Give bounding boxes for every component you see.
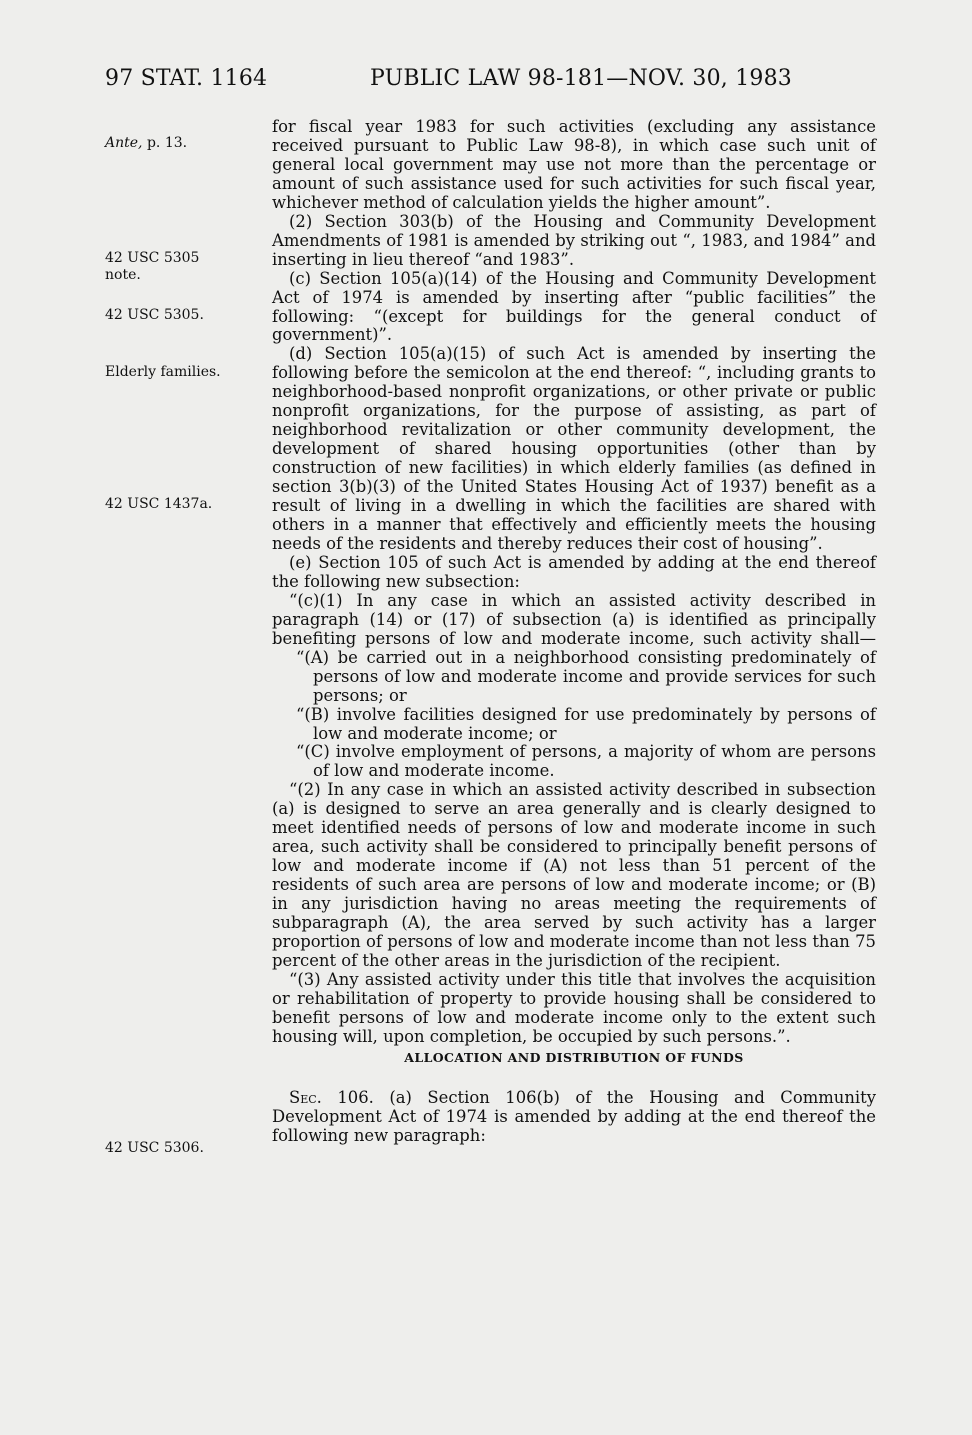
paragraph-1: for fiscal year 1983 for such activities (excluding any assistance received pursuant to Public Law 98-8), in which case such unit of general local government may use not more than the percentage or amount of such assistance used for such activities for such fiscal year, whichever method of calculation yields the higher amount”. bbox=[272, 117, 876, 212]
margin-note-5305: 42 USC 5305. bbox=[105, 307, 204, 323]
margin-note-5306: 42 USC 5306. bbox=[105, 1140, 204, 1156]
paragraph-2: (2) Section 303(b) of the Housing and Community Development Amendments of 1981 is amended by striking out “, 1983, and 1984” and inserting in lieu thereof “and 1983”. bbox=[272, 211, 876, 269]
paragraph-8: “(B) involve facilities designed for use predominately by persons of low and moderate income; or bbox=[296, 704, 876, 743]
paragraph-5: (e) Section 105 of such Act is amended by adding at the end thereof the following new subsection: bbox=[272, 552, 876, 591]
paragraph-12 bbox=[272, 1089, 876, 1146]
margin-note-ante-italic: Ante, bbox=[105, 135, 143, 151]
paragraph-7: “(A) be carried out in a neighborhood consisting predominately of persons of low and moderate income and provide services for such persons; or bbox=[296, 647, 876, 705]
paragraph-12-text: (a) Section 106(b) of the Housing and Community Development Act of 1974 is amended by adding at the end thereof the following new paragraph: bbox=[272, 1087, 876, 1145]
margin-note-5305-note bbox=[105, 250, 255, 284]
statute-body bbox=[272, 118, 876, 1146]
statute-page-number: 97 STAT. 1164 bbox=[105, 66, 268, 91]
margin-note-ante-page: p. 13. bbox=[142, 135, 188, 151]
margin-note-5305-note-line2: note. bbox=[105, 267, 141, 283]
paragraph-6: “(c)(1) In any case in which an assisted activity described in paragraph (14) or (17) of subsection (a) is identified as principally benefiting persons of low and moderate income, such activity shall— bbox=[272, 590, 876, 648]
paragraph-4: (d) Section 105(a)(15) of such Act is amended by inserting the following before the semicolon at the end thereof: “, including grants to neighborhood-based nonprofit organizations, or other private or public nonprofit organizations, for the purpose of assisting, as part of neighborhood revitalization or other community development, the development of shared housing opportunities (other than by construction of new facilities) in which elderly families (as defined in section 3(b)(3) of the United States Housing Act of 1937) benefit as a result of living in a dwelling in which the facilities are shared with others in a manner that effectively and efficiently meets the housing needs of the residents and thereby reduces their cost of housing”. bbox=[272, 344, 876, 553]
margin-note-1437a: 42 USC 1437a. bbox=[105, 496, 213, 512]
running-head: PUBLIC LAW 98-181—NOV. 30, 1983 bbox=[370, 66, 792, 91]
section-label: Sec. 106. bbox=[289, 1087, 374, 1107]
paragraph-9: “(C) involve employment of persons, a majority of whom are persons of low and moderate income. bbox=[296, 742, 876, 781]
margin-note-5305-note-line1: 42 USC 5305 bbox=[105, 250, 200, 266]
section-heading: ALLOCATION AND DISTRIBUTION OF FUNDS bbox=[404, 1049, 744, 1065]
paragraph-10: “(2) In any case in which an assisted activity described in subsection (a) is designed to serve an area generally and is clearly designed to meet identified needs of persons of low and moderate income in such area, such activity shall be considered to principally benefit persons of low and moderate income if (A) not less than 51 percent of the residents of such area are persons of low and moderate income; or (B) in any jurisdiction having no areas meeting the requirements of subparagraph (A), the area served by such activity has a larger proportion of persons of low and moderate income than not less than 75 percent of the other areas in the jurisdiction of the recipient. bbox=[272, 780, 876, 970]
paragraph-3: (c) Section 105(a)(14) of the Housing and Community Development Act of 1974 is amended by inserting after “public facilities” the following: “(except for buildings for the general conduct of government)”. bbox=[272, 268, 876, 345]
paragraph-11: “(3) Any assisted activity under this title that involves the acquisition or rehabilitation of property to provide housing shall be considered to benefit persons of low and moderate income only to the extent such housing will, upon completion, be occupied by such persons.”. bbox=[272, 969, 876, 1046]
margin-note-elderly: Elderly families. bbox=[105, 364, 221, 380]
margin-note-ante bbox=[105, 135, 255, 152]
